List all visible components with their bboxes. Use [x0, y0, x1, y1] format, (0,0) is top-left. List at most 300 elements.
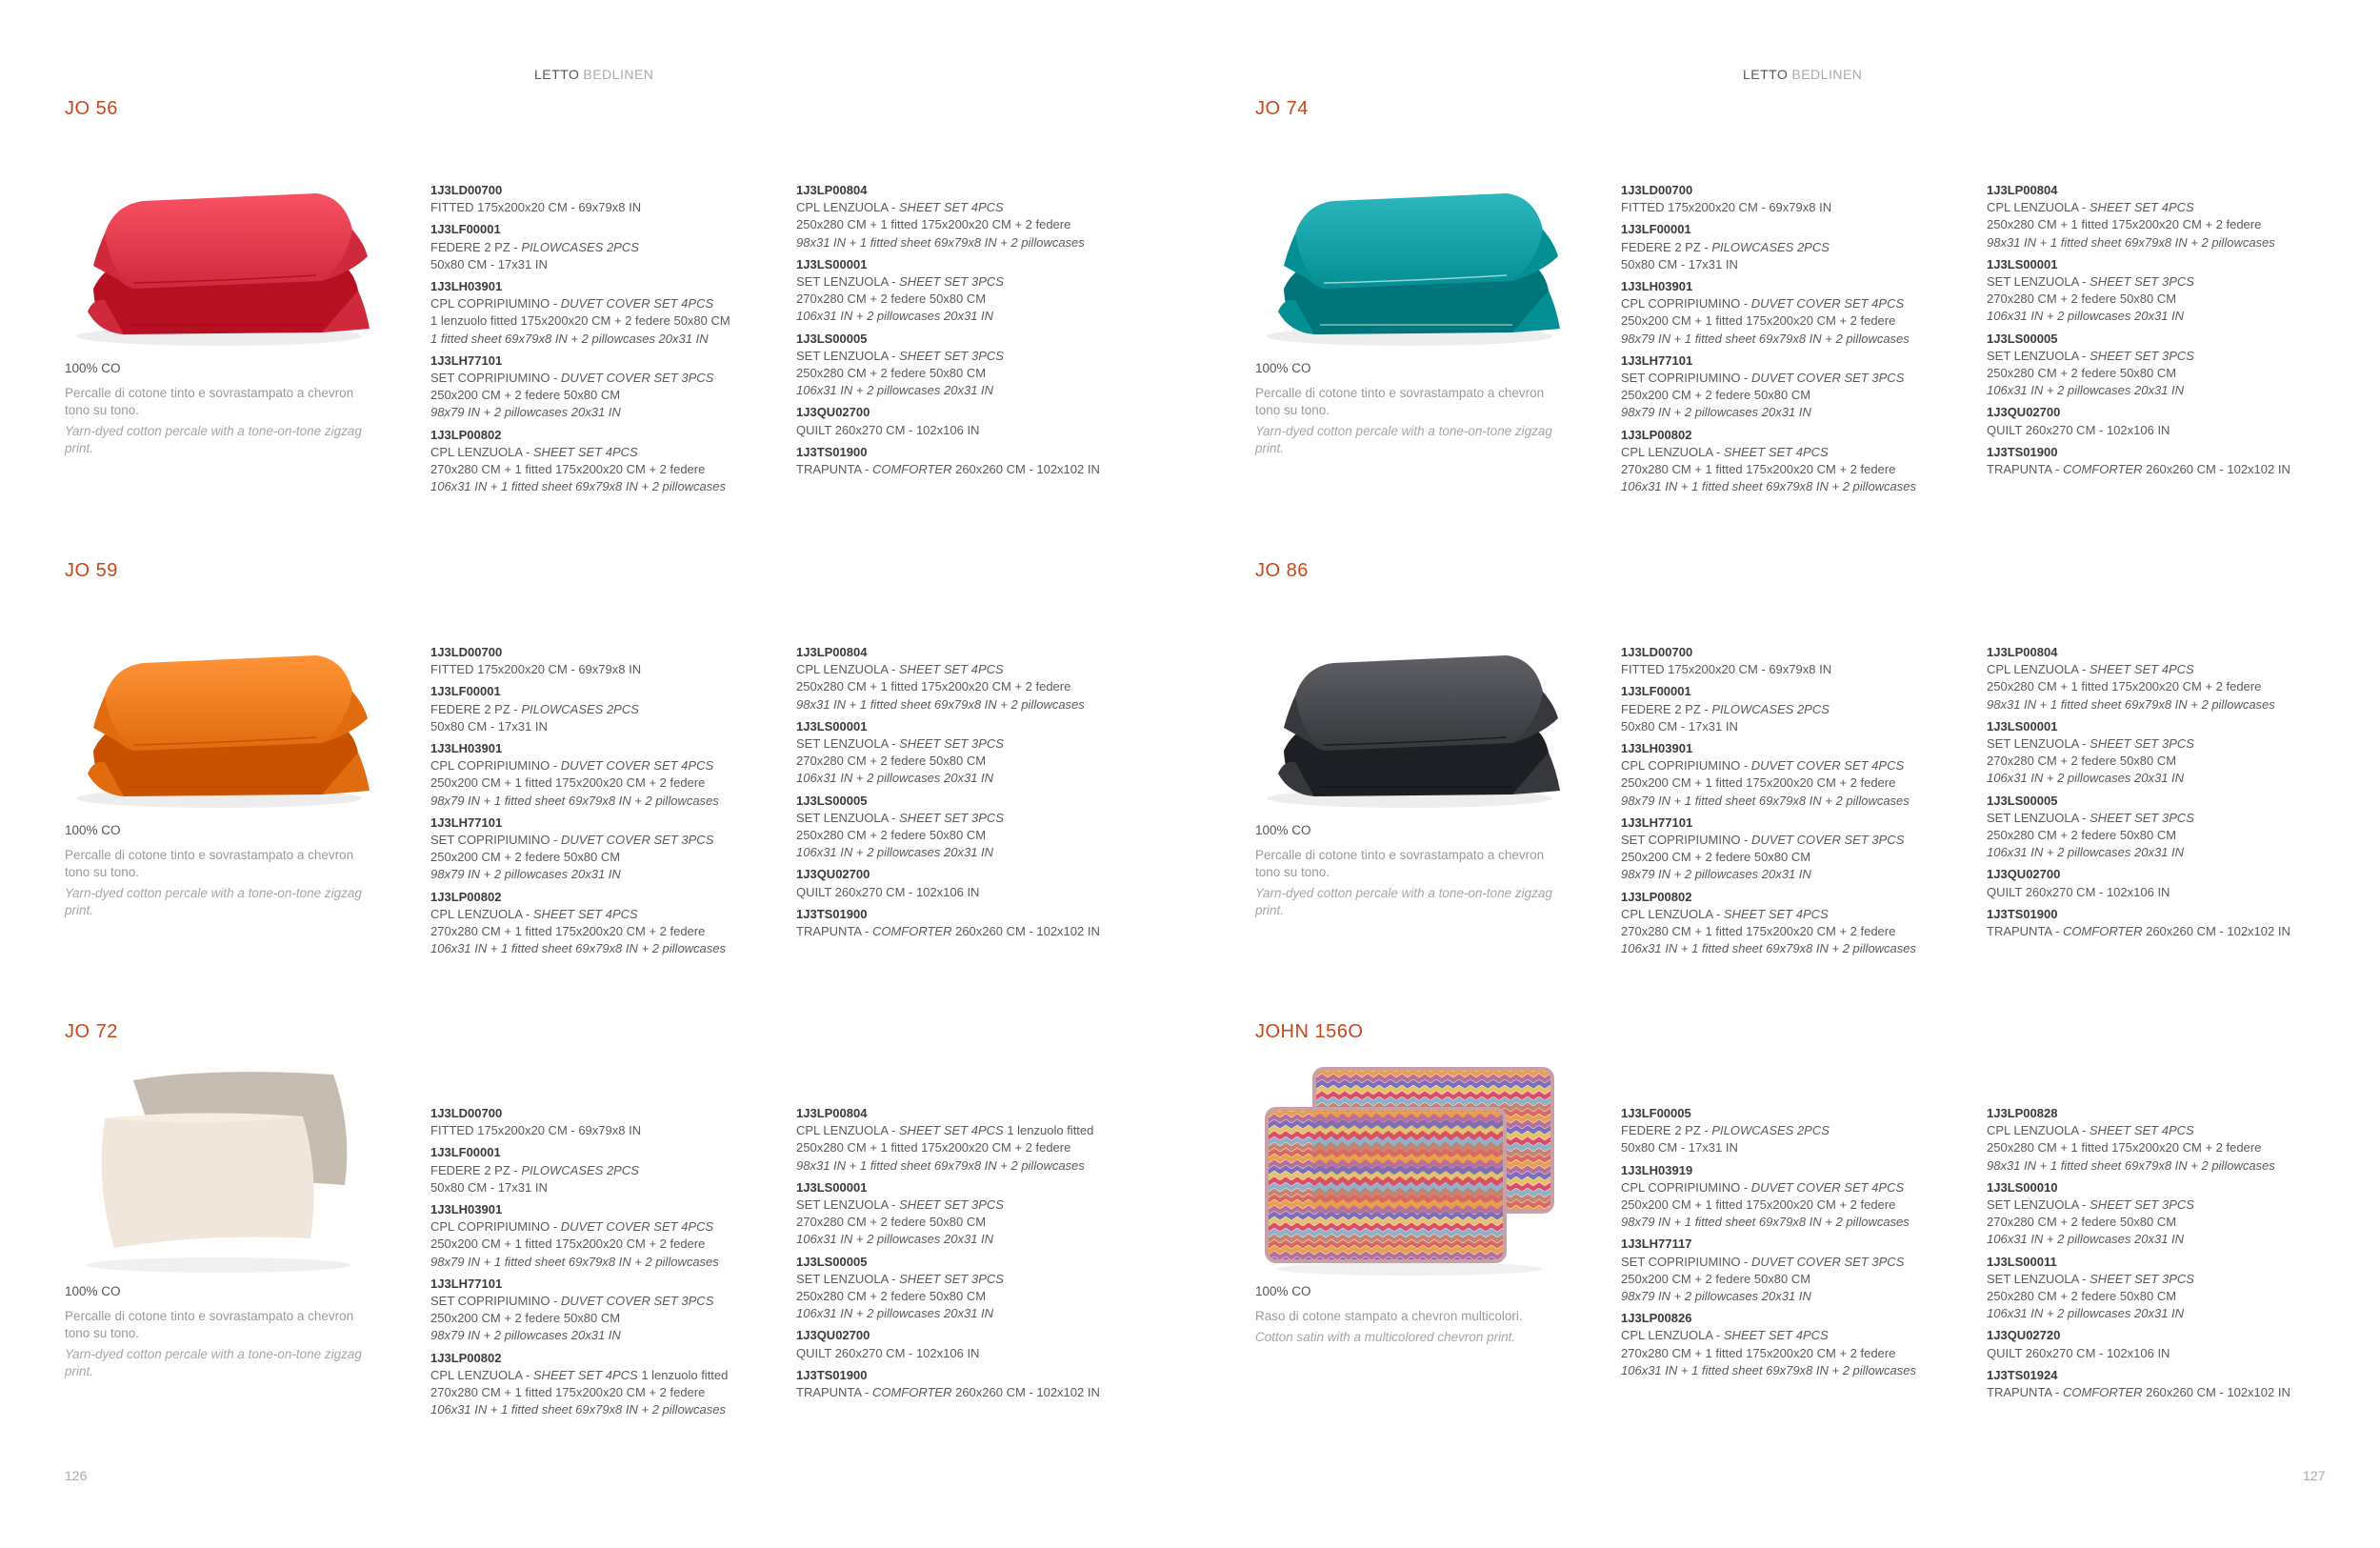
sku-column-2: [796, 182, 1158, 483]
spec-text: FEDERE 2 PZ -: [1621, 1123, 1712, 1138]
spec-text: 250x280 CM + 1 fitted 175x200x20 CM + 2 federe: [1987, 1140, 2262, 1156]
spec-text: SET COPRIPIUMINO -: [430, 833, 561, 848]
sku-code: 1J3TS01900: [1987, 444, 2058, 459]
spec-line: [796, 810, 1158, 827]
sku-code: 1J3LS00005: [796, 793, 868, 808]
spec-text-en: SHEET SET 3PCS: [2090, 810, 2194, 825]
sku-code: 1J3LH03901: [430, 279, 503, 294]
sku-code: 1J3LS00001: [796, 256, 868, 271]
spec-line: [1621, 199, 1983, 216]
sku-item: [1987, 718, 2349, 788]
sku-item: [1621, 740, 1983, 810]
spec-line: [1987, 1139, 2349, 1156]
sku-item: [1987, 1327, 2349, 1361]
spec-line: [1621, 701, 1983, 718]
spec-text: TRAPUNTA -: [796, 1385, 872, 1400]
spec-line: [1987, 810, 2349, 827]
spec-text: CPL LENZUOLA -: [796, 662, 899, 677]
spec-text: 270x280 CM + 2 federe 50x80 CM: [796, 754, 987, 769]
sku-item: [1621, 427, 1983, 496]
spec-text: CPL LENZUOLA -: [1621, 906, 1724, 921]
sku-item: [1987, 866, 2349, 900]
spec-text-en: PILOWCASES 2PCS: [521, 701, 639, 716]
spec-line-imperial: 98x31 IN + 1 fitted sheet 69x79x8 IN + 2 pillowcases: [1987, 696, 2275, 712]
sku-item: [1621, 1105, 1983, 1157]
spec-line: [1621, 1271, 1983, 1288]
spec-text: TRAPUNTA -: [1987, 462, 2063, 477]
spec-line: [1987, 199, 2349, 216]
spec-line-imperial: 106x31 IN + 1 fitted sheet 69x79x8 IN + 2 pillowcases: [1621, 479, 1917, 494]
spec-line: [430, 1122, 792, 1139]
sku-code: 1J3LD00700: [430, 1106, 503, 1120]
spec-text: 250x200 CM + 1 fitted 175x200x20 CM + 2 federe: [1621, 775, 1896, 791]
spec-line: [1987, 1345, 2349, 1362]
spec-text: 270x280 CM + 2 federe 50x80 CM: [1987, 1215, 2177, 1230]
spec-text-en: SHEET SET 3PCS: [899, 1271, 1004, 1286]
sku-item: [430, 1201, 792, 1271]
spec-line-imperial: 106x31 IN + 2 pillowcases 20x31 IN: [796, 309, 994, 324]
spec-line: [430, 1218, 792, 1236]
spec-line: [1987, 753, 2349, 770]
spec-text-en: PILOWCASES 2PCS: [1711, 239, 1830, 254]
spec-line: [430, 1236, 792, 1253]
spec-text: FITTED 175x200x20 CM - 69x79x8 IN: [430, 662, 642, 677]
spec-text: 250x200 CM + 1 fitted 175x200x20 CM + 2 federe: [430, 775, 706, 791]
spec-line: [430, 256, 792, 273]
spec-line: [430, 312, 792, 330]
sku-code: 1J3LP00804: [796, 645, 868, 659]
spec-line: [796, 365, 1158, 382]
spec-text-en: DUVET COVER SET 4PCS: [1750, 1179, 1905, 1195]
spec-text-en: SHEET SET 4PCS: [1723, 906, 1829, 921]
spec-text-en: SHEET SET 3PCS: [899, 736, 1004, 752]
spec-line: [430, 239, 792, 256]
spec-text-en: DUVET COVER SET 3PCS: [1751, 371, 1905, 386]
spec-line-imperial: 98x31 IN + 1 fitted sheet 69x79x8 IN + 2 pillowcases: [796, 234, 1085, 250]
spec-text-en: SHEET SET 4PCS: [2089, 1123, 2194, 1138]
sku-item: [796, 793, 1158, 862]
sku-code: 1J3LP00804: [796, 1106, 868, 1120]
spec-line: [1621, 444, 1983, 461]
spec-line: [796, 735, 1158, 753]
spec-text: CPL LENZUOLA -: [796, 1123, 899, 1138]
spec-line-imperial: 106x31 IN + 2 pillowcases 20x31 IN: [1987, 1306, 2185, 1321]
pillow-product-image: [1257, 138, 1562, 355]
spec-text-en: DUVET COVER SET 4PCS: [560, 296, 714, 312]
spec-line-imperial: 1 fitted sheet 69x79x8 IN + 2 pillowcases 20x31 IN: [430, 331, 709, 346]
spec-text: 1 lenzuolo fitted: [637, 1367, 729, 1382]
sku-code: 1J3LS00011: [1987, 1254, 2057, 1269]
spec-text-en: DUVET COVER SET 4PCS: [1750, 296, 1905, 312]
sku-item: [1621, 1162, 1983, 1232]
spec-line: [430, 461, 792, 478]
spec-text-en: SHEET SET 3PCS: [2090, 1197, 2194, 1213]
running-head: [1743, 67, 1862, 82]
spec-line: [1987, 422, 2349, 439]
sku-code: 1J3LP00804: [1987, 645, 2058, 659]
sku-item: [1987, 906, 2349, 940]
spec-text: CPL LENZUOLA -: [1987, 1123, 2090, 1138]
sku-code: 1J3LH03919: [1621, 1162, 1693, 1177]
spec-line: [1621, 923, 1983, 940]
spec-line: [430, 295, 792, 312]
description-italian: Percalle di cotone tinto e sovrastampato a chevron tono su tono.: [65, 386, 354, 417]
spec-line: [1621, 1139, 1983, 1156]
pillow-product-image: [1257, 600, 1562, 817]
spec-line: [430, 718, 792, 735]
sku-item: [1987, 256, 2349, 326]
spec-text-en: SHEET SET 3PCS: [2090, 348, 2194, 363]
sku-code: 1J3LD00700: [1621, 645, 1693, 659]
spec-line-imperial: 98x31 IN + 1 fitted sheet 69x79x8 IN + 2 pillowcases: [796, 696, 1085, 712]
spec-text: FEDERE 2 PZ -: [1621, 701, 1712, 716]
sku-code: 1J3TS01900: [796, 1367, 868, 1382]
spec-line: [796, 199, 1158, 216]
spec-text: SET LENZUOLA -: [1987, 1197, 2090, 1213]
sku-item: [430, 182, 792, 216]
description-italian: Percalle di cotone tinto e sovrastampato a chevron tono su tono.: [65, 848, 354, 879]
spec-line-imperial: 98x79 IN + 2 pillowcases 20x31 IN: [430, 405, 621, 420]
sku-item: [796, 1179, 1158, 1249]
spec-text: QUILT 260x270 CM - 102x106 IN: [1987, 884, 2170, 899]
spec-text: 50x80 CM - 17x31 IN: [1621, 1140, 1738, 1156]
spec-line: [430, 906, 792, 923]
spec-line: [796, 291, 1158, 308]
spec-text: FEDERE 2 PZ -: [430, 701, 522, 716]
spec-line-imperial: 98x31 IN + 1 fitted sheet 69x79x8 IN + 2 pillowcases: [1987, 1157, 2275, 1173]
spec-line: [1621, 661, 1983, 678]
spec-text: 250x200 CM + 2 federe 50x80 CM: [430, 850, 621, 865]
spec-line-imperial: 98x79 IN + 2 pillowcases 20x31 IN: [430, 1328, 621, 1343]
spec-text: SET COPRIPIUMINO -: [430, 1294, 561, 1309]
spec-line: [430, 387, 792, 404]
sku-item: [796, 404, 1158, 438]
spec-line: [1987, 678, 2349, 695]
spec-text: FITTED 175x200x20 CM - 69x79x8 IN: [430, 1123, 642, 1138]
spec-line: [1987, 1384, 2349, 1401]
spec-text-en: DUVET COVER SET 4PCS: [1750, 758, 1905, 774]
material-composition: 100% CO: [65, 1284, 121, 1298]
spec-line: [1621, 239, 1983, 256]
sku-item: [1987, 404, 2349, 438]
sku-item: [430, 889, 792, 958]
spec-text-en: COMFORTER: [871, 1385, 952, 1400]
spec-line-imperial: 106x31 IN + 1 fitted sheet 69x79x8 IN + 2 pillowcases: [430, 479, 727, 494]
spec-line-imperial: 98x79 IN + 2 pillowcases 20x31 IN: [1621, 867, 1811, 882]
sku-code: 1J3LS00001: [796, 718, 868, 734]
running-head-sub: BEDLINEN: [583, 67, 654, 82]
spec-line: [1987, 1288, 2349, 1305]
spec-line: [1987, 1214, 2349, 1231]
spec-text: 250x280 CM + 2 federe 50x80 CM: [1987, 1289, 2177, 1304]
sku-item: [1987, 644, 2349, 714]
product-description: [1255, 1283, 1570, 1346]
description-italian: Percalle di cotone tinto e sovrastampato a chevron tono su tono.: [1255, 386, 1545, 417]
sku-column-1: [430, 644, 792, 962]
spec-text: 260x260 CM - 102x102 IN: [951, 924, 1100, 939]
spec-line: [1621, 256, 1983, 273]
spec-line: [796, 678, 1158, 695]
page-right: [1190, 0, 2380, 1548]
spec-text: SET COPRIPIUMINO -: [430, 371, 561, 386]
sku-code: 1J3LS00010: [1987, 1179, 2058, 1195]
spec-line-imperial: 106x31 IN + 2 pillowcases 20x31 IN: [1987, 845, 2185, 860]
spec-line: [430, 661, 792, 678]
spec-text: SET LENZUOLA -: [796, 736, 900, 752]
spec-text: TRAPUNTA -: [1987, 1385, 2063, 1400]
spec-text: 250x200 CM + 2 federe 50x80 CM: [1621, 388, 1811, 403]
sku-item: [796, 1367, 1158, 1401]
spec-text-en: SHEET SET 3PCS: [2090, 274, 2194, 290]
spec-line-imperial: 106x31 IN + 2 pillowcases 20x31 IN: [796, 1232, 994, 1247]
description-english: Yarn-dyed cotton percale with a tone-on-tone zigzag print.: [65, 1347, 362, 1378]
sku-code: 1J3LF00005: [1621, 1106, 1691, 1120]
running-head: [534, 67, 653, 82]
description-english: Cotton satin with a multicolored chevron print.: [1255, 1330, 1516, 1344]
spec-text: 250x280 CM + 1 fitted 175x200x20 CM + 2 federe: [1987, 679, 2262, 694]
spec-text: 250x280 CM + 2 federe 50x80 CM: [796, 366, 987, 381]
spec-line: [796, 461, 1158, 478]
spec-text: 250x200 CM + 1 fitted 175x200x20 CM + 2 federe: [1621, 1197, 1896, 1213]
spec-text: SET LENZUOLA -: [1987, 348, 2090, 363]
spec-line-imperial: 98x79 IN + 1 fitted sheet 69x79x8 IN + 2 pillowcases: [1621, 331, 1910, 346]
spec-line-imperial: 106x31 IN + 2 pillowcases 20x31 IN: [1987, 1232, 2185, 1247]
spec-text: 270x280 CM + 1 fitted 175x200x20 CM + 2 federe: [430, 1385, 706, 1400]
spec-line: [796, 884, 1158, 901]
spec-text-en: PILOWCASES 2PCS: [1711, 1123, 1830, 1138]
spec-text: 250x200 CM + 2 federe 50x80 CM: [430, 388, 621, 403]
spec-text-en: SHEET SET 4PCS: [532, 444, 638, 459]
spec-text: 50x80 CM - 17x31 IN: [430, 256, 548, 271]
sku-code: 1J3LH77101: [430, 352, 503, 368]
sku-code: 1J3LS00001: [796, 1179, 868, 1195]
spec-line: [1987, 273, 2349, 291]
sku-code: 1J3LD00700: [430, 183, 503, 197]
sku-code: 1J3LH77101: [1621, 352, 1693, 368]
spec-line: [430, 701, 792, 718]
spec-line: [1621, 370, 1983, 387]
pillow-product-image: [1257, 1061, 1562, 1278]
spec-line: [796, 1345, 1158, 1362]
spec-line: [1621, 718, 1983, 735]
product-description: [1255, 822, 1570, 919]
sku-item: [1621, 1236, 1983, 1305]
spec-text: 270x280 CM + 2 federe 50x80 CM: [1987, 754, 2177, 769]
sku-code: 1J3LH03901: [430, 1202, 503, 1217]
spec-text: CPL LENZUOLA -: [796, 200, 899, 215]
spec-line: [1621, 312, 1983, 330]
sku-code: 1J3LS00001: [1987, 718, 2058, 734]
spec-text-en: SHEET SET 4PCS: [532, 1367, 638, 1382]
spec-text: TRAPUNTA -: [1987, 924, 2063, 939]
spec-text-en: SHEET SET 4PCS: [1723, 1328, 1829, 1343]
sku-item: [1621, 1310, 1983, 1379]
product-title: JO 56: [65, 98, 118, 119]
spec-line-imperial: 98x79 IN + 1 fitted sheet 69x79x8 IN + 2 pillowcases: [430, 1254, 719, 1269]
spec-line: [1621, 832, 1983, 849]
spec-line: [796, 923, 1158, 940]
sku-column-2: [796, 1105, 1158, 1406]
sku-code: 1J3LP00802: [430, 427, 502, 442]
spec-line: [1621, 1179, 1983, 1196]
spec-text: SET LENZUOLA -: [796, 348, 900, 363]
product-block: [65, 98, 1189, 546]
spec-line: [430, 1293, 792, 1310]
sku-item: [1621, 182, 1983, 216]
spec-text: TRAPUNTA -: [796, 462, 872, 477]
spec-text: SET LENZUOLA -: [1987, 736, 2090, 752]
spec-text: CPL LENZUOLA -: [1621, 1328, 1724, 1343]
spec-text-en: DUVET COVER SET 3PCS: [1751, 1254, 1905, 1269]
sku-item: [430, 1276, 792, 1345]
product-title: JO 86: [1255, 560, 1309, 581]
product-title: JO 59: [65, 560, 118, 581]
spec-text: 250x200 CM + 1 fitted 175x200x20 CM + 2 federe: [1621, 313, 1896, 329]
spec-line-imperial: 106x31 IN + 2 pillowcases 20x31 IN: [796, 1306, 994, 1321]
spec-text: QUILT 260x270 CM - 102x106 IN: [796, 422, 980, 437]
spec-text: CPL LENZUOLA -: [1987, 662, 2090, 677]
sku-code: 1J3LS00005: [796, 1254, 868, 1269]
sku-code: 1J3LH77101: [430, 814, 503, 830]
spec-line: [1987, 735, 2349, 753]
spec-line-imperial: 98x79 IN + 2 pillowcases 20x31 IN: [1621, 405, 1811, 420]
spec-line-imperial: 106x31 IN + 1 fitted sheet 69x79x8 IN + 2 pillowcases: [1621, 941, 1917, 956]
spec-text: 250x280 CM + 1 fitted 175x200x20 CM + 2 federe: [796, 679, 1071, 694]
spec-line: [796, 422, 1158, 439]
sku-column-1: [1621, 1105, 1983, 1384]
sku-code: 1J3TS01924: [1987, 1367, 2058, 1382]
spec-text: FEDERE 2 PZ -: [1621, 239, 1712, 254]
spec-text: 260x260 CM - 102x102 IN: [2142, 462, 2290, 477]
spec-text: 250x280 CM + 1 fitted 175x200x20 CM + 2 federe: [796, 1140, 1071, 1156]
spec-text: 270x280 CM + 1 fitted 175x200x20 CM + 2 federe: [1621, 924, 1896, 939]
sku-item: [796, 866, 1158, 900]
spec-text: FEDERE 2 PZ -: [430, 1162, 522, 1177]
spec-line: [1987, 884, 2349, 901]
spec-text: TRAPUNTA -: [796, 924, 872, 939]
spec-line: [1987, 923, 2349, 940]
spec-text: CPL COPRIPIUMINO -: [1621, 1179, 1751, 1195]
sku-item: [796, 906, 1158, 940]
spec-text: QUILT 260x270 CM - 102x106 IN: [1987, 422, 2170, 437]
sku-item: [430, 278, 792, 348]
sku-item: [1621, 278, 1983, 348]
spec-text: CPL LENZUOLA -: [1987, 200, 2090, 215]
spec-text: FEDERE 2 PZ -: [430, 239, 522, 254]
spec-text: 50x80 CM - 17x31 IN: [1621, 256, 1738, 271]
spec-text-en: COMFORTER: [2062, 1385, 2143, 1400]
sku-item: [430, 352, 792, 422]
spec-text: 250x200 CM + 2 federe 50x80 CM: [1621, 1271, 1811, 1286]
spec-line: [430, 1384, 792, 1401]
spec-line-imperial: 98x79 IN + 1 fitted sheet 69x79x8 IN + 2 pillowcases: [430, 793, 719, 808]
spec-line: [430, 757, 792, 774]
spec-line: [430, 1367, 792, 1384]
pillow-product-image: [67, 600, 371, 817]
spec-text-en: COMFORTER: [871, 462, 952, 477]
spec-text-en: DUVET COVER SET 3PCS: [561, 1294, 714, 1309]
spec-text: 250x200 CM + 2 federe 50x80 CM: [1621, 850, 1811, 865]
spec-text: 260x260 CM - 102x102 IN: [2142, 1385, 2290, 1400]
spec-line: [796, 661, 1158, 678]
sku-item: [1987, 1254, 2349, 1323]
spec-text: CPL COPRIPIUMINO -: [1621, 296, 1751, 312]
spec-text: 270x280 CM + 1 fitted 175x200x20 CM + 2 federe: [1621, 462, 1896, 477]
page-number: 126: [65, 1468, 88, 1483]
spec-line-imperial: 106x31 IN + 1 fitted sheet 69x79x8 IN + 2 pillowcases: [1621, 1362, 1917, 1377]
spec-line: [1987, 461, 2349, 478]
sku-item: [1621, 352, 1983, 422]
sku-code: 1J3LS00001: [1987, 256, 2058, 271]
sku-code: 1J3LH77117: [1621, 1236, 1692, 1252]
spec-line: [796, 1139, 1158, 1156]
spec-line: [430, 1310, 792, 1327]
spec-line: [430, 774, 792, 792]
spec-line: [1621, 295, 1983, 312]
spec-line: [796, 1196, 1158, 1214]
sku-column-2: [796, 644, 1158, 945]
spec-line: [1987, 1196, 2349, 1214]
material-composition: 100% CO: [1255, 361, 1311, 375]
product-title: JO 72: [65, 1021, 118, 1042]
spec-text: FITTED 175x200x20 CM - 69x79x8 IN: [1621, 662, 1832, 677]
sku-item: [796, 1327, 1158, 1361]
sku-code: 1J3LF00001: [1621, 222, 1691, 237]
sku-item: [1621, 221, 1983, 273]
spec-line: [1621, 757, 1983, 774]
sku-code: 1J3QU02700: [796, 1328, 870, 1343]
spec-text-en: COMFORTER: [2062, 924, 2143, 939]
spec-text: QUILT 260x270 CM - 102x106 IN: [1987, 1345, 2170, 1360]
spec-line: [1987, 827, 2349, 844]
sku-column-1: [1621, 182, 1983, 500]
sku-item: [796, 1254, 1158, 1323]
product-block: [1255, 98, 2379, 546]
spec-text: SET LENZUOLA -: [1987, 1271, 2090, 1286]
sku-item: [1621, 814, 1983, 884]
spec-text-en: SHEET SET 3PCS: [899, 810, 1004, 825]
spec-text-en: SHEET SET 4PCS: [898, 662, 1004, 677]
spec-text: QUILT 260x270 CM - 102x106 IN: [796, 1345, 980, 1360]
spec-line-imperial: 98x79 IN + 1 fitted sheet 69x79x8 IN + 2 pillowcases: [1621, 1215, 1910, 1230]
sku-item: [1987, 1105, 2349, 1175]
spec-text: 50x80 CM - 17x31 IN: [430, 1179, 548, 1195]
spec-line-imperial: 98x79 IN + 2 pillowcases 20x31 IN: [1621, 1289, 1811, 1304]
material-composition: 100% CO: [65, 823, 121, 837]
spec-text-en: SHEET SET 3PCS: [899, 1197, 1004, 1213]
spec-text: CPL LENZUOLA -: [430, 906, 533, 921]
sku-code: 1J3QU02700: [1987, 405, 2061, 420]
sku-item: [796, 718, 1158, 788]
spec-text: 50x80 CM - 17x31 IN: [430, 718, 548, 734]
sku-item: [430, 1144, 792, 1196]
spec-text: 270x280 CM + 1 fitted 175x200x20 CM + 2 federe: [1621, 1345, 1896, 1360]
sku-code: 1J3LH03901: [430, 741, 503, 756]
sku-item: [1987, 331, 2349, 400]
sku-item: [430, 644, 792, 678]
description-italian: Percalle di cotone tinto e sovrastampato a chevron tono su tono.: [1255, 848, 1545, 879]
sku-code: 1J3LH03901: [1621, 741, 1693, 756]
pillow-product-image: [67, 1061, 371, 1278]
spec-text: 250x280 CM + 1 fitted 175x200x20 CM + 2 federe: [1987, 217, 2262, 232]
spec-line: [1621, 774, 1983, 792]
spec-line: [1621, 1327, 1983, 1344]
spec-text-en: SHEET SET 4PCS: [898, 1123, 1004, 1138]
sku-code: 1J3TS01900: [796, 906, 868, 921]
spec-line-imperial: 106x31 IN + 2 pillowcases 20x31 IN: [1987, 771, 2185, 786]
sku-item: [796, 256, 1158, 326]
description-english: Yarn-dyed cotton percale with a tone-on-tone zigzag print.: [1255, 424, 1552, 455]
